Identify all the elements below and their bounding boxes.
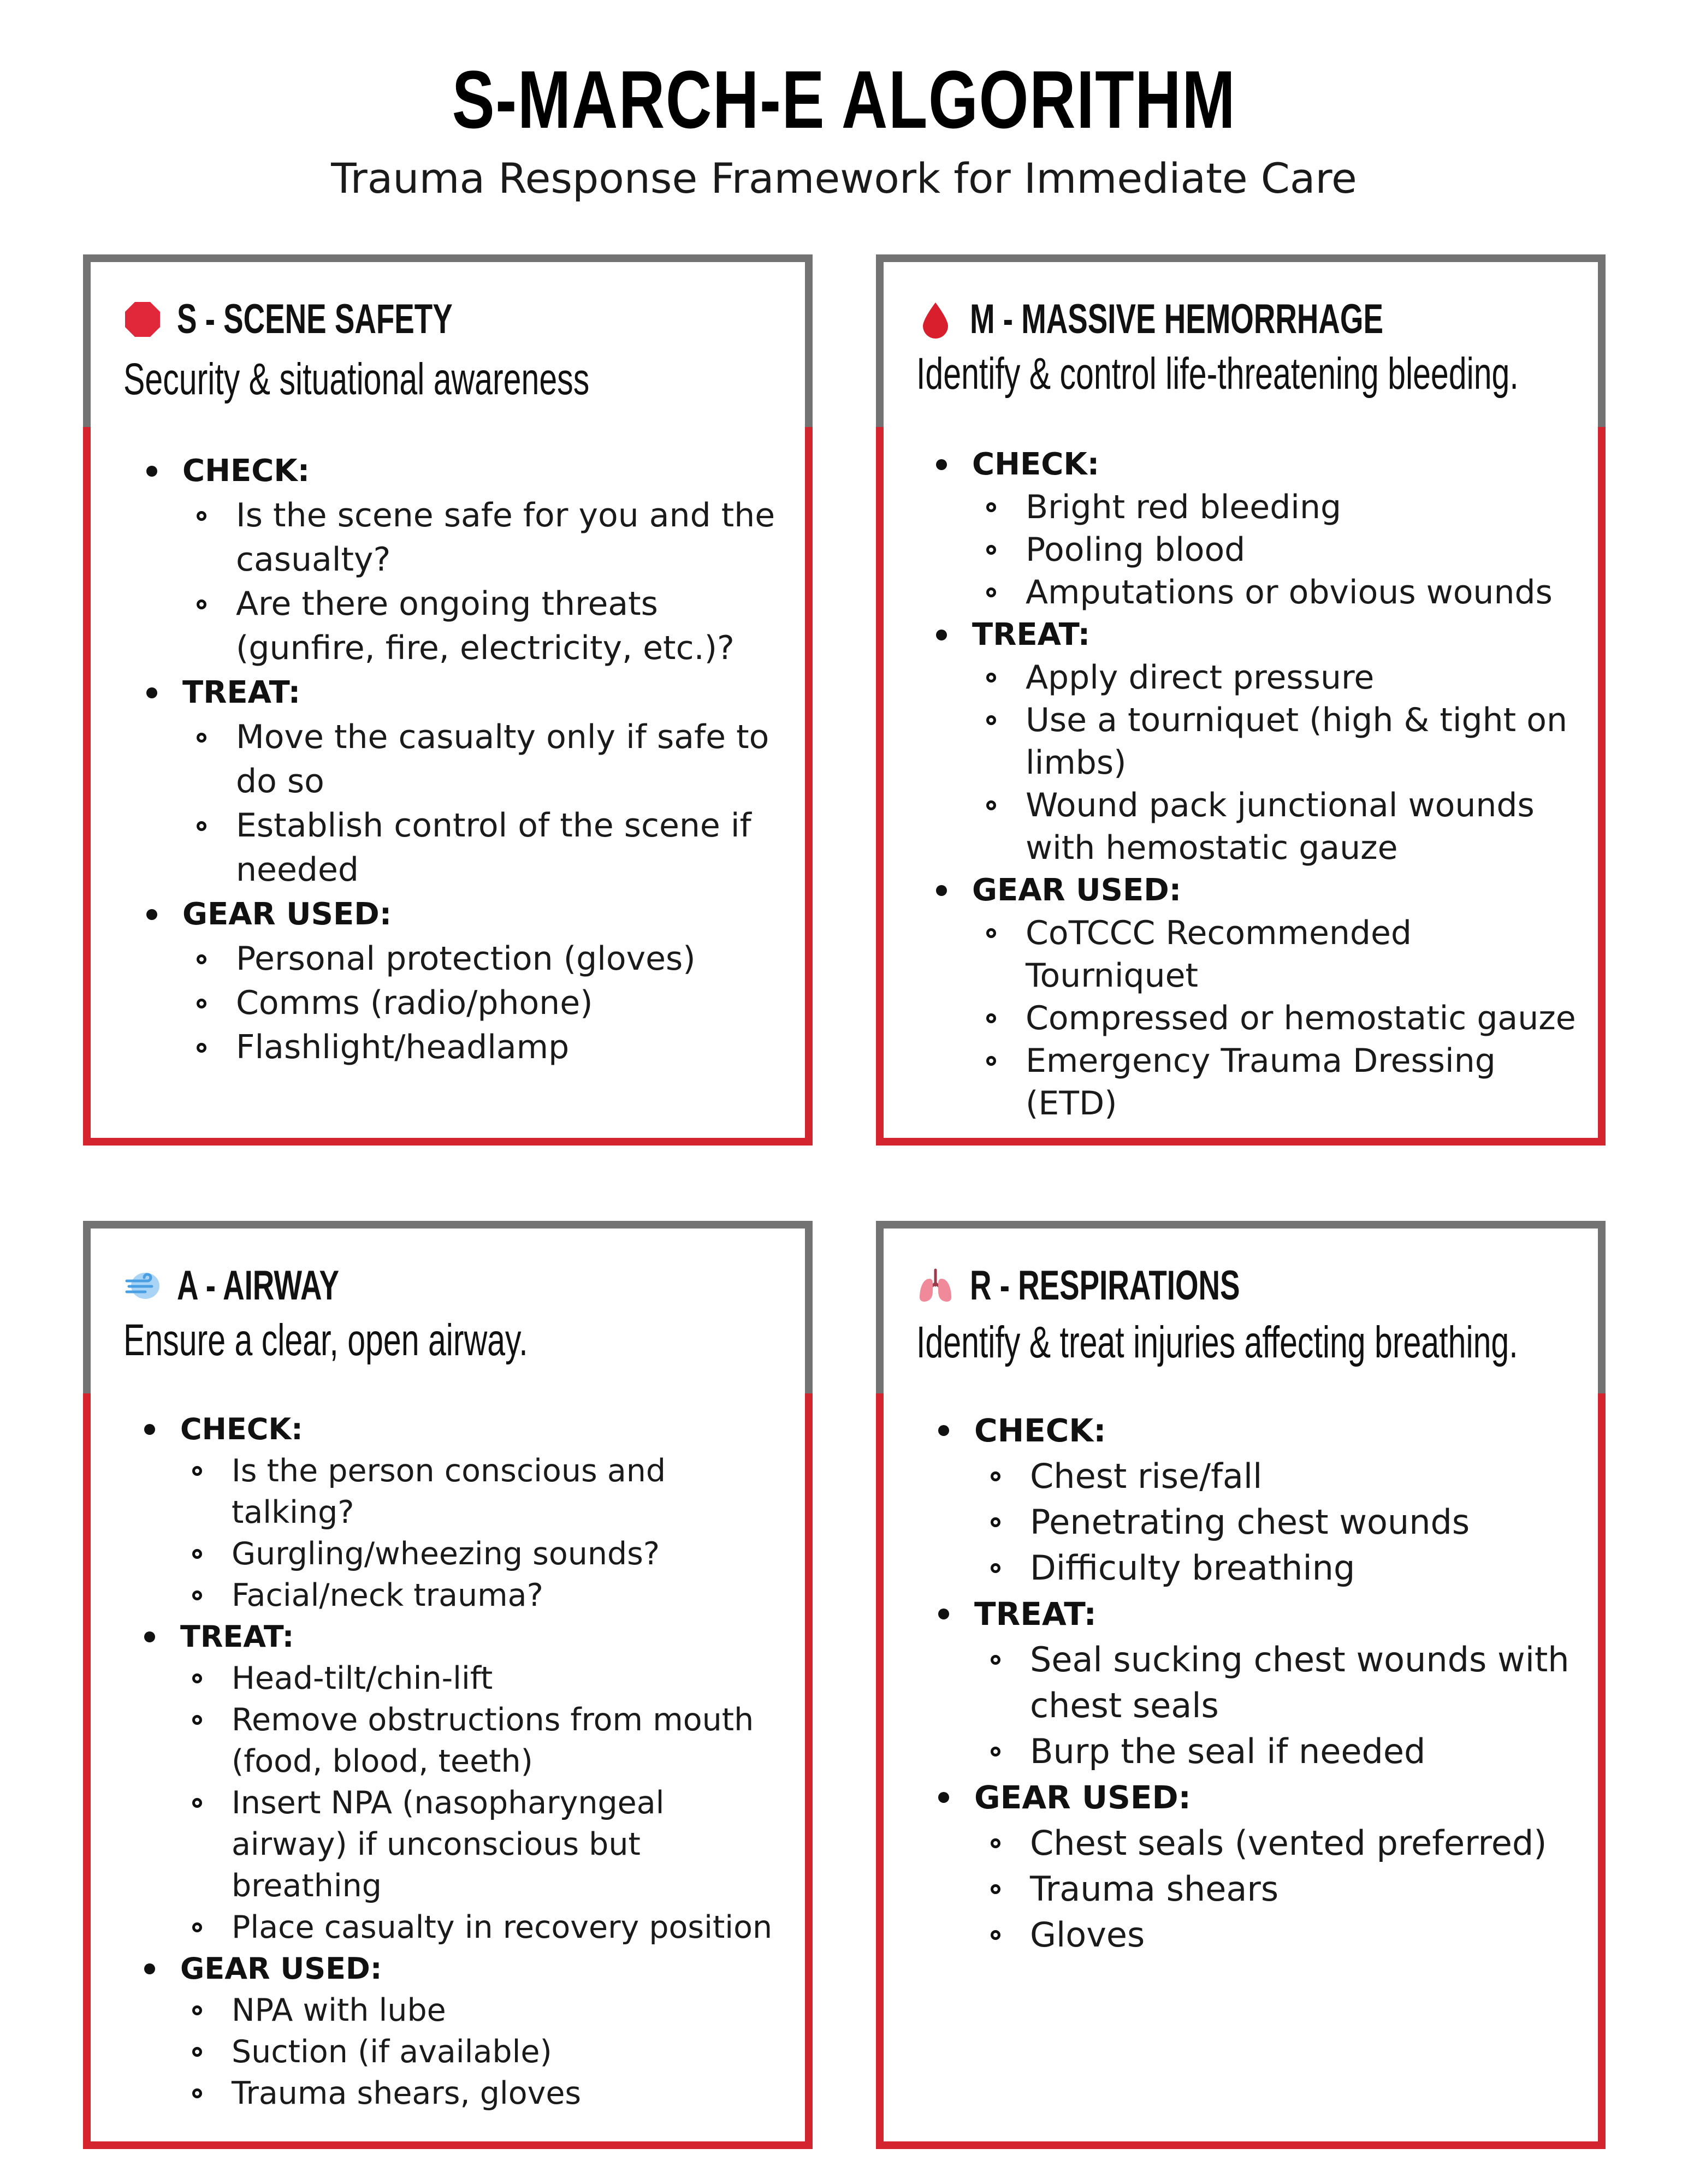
section-treat [974, 1591, 1576, 1775]
section-label: TREAT: [974, 1591, 1576, 1637]
section-label: TREAT: [180, 1616, 794, 1658]
list-item: Trauma shears, gloves [232, 2073, 778, 2114]
card-body [876, 427, 1606, 1146]
list-item: Apply direct pressure [1026, 656, 1572, 699]
card-header [876, 1221, 1606, 1401]
card-title: R - RESPIRATIONS [970, 1262, 1240, 1309]
card-body [83, 427, 813, 1146]
section-label: GEAR USED: [972, 869, 1594, 912]
section-gear [180, 1948, 794, 2114]
card-body [83, 1393, 813, 2149]
list-item: CoTCCC Recommended Tourniquet [1026, 912, 1473, 997]
list-item: Remove obstructions from mouth (food, blood, teeth) [232, 1699, 778, 1782]
card-header [876, 254, 1606, 435]
card-title: S - SCENE SAFETY [177, 296, 453, 342]
section-gear [974, 1775, 1576, 1958]
section-treat [180, 1616, 794, 1948]
list-item: Compressed or hemostatic gauze [1026, 997, 1583, 1040]
section-check [180, 1409, 794, 1616]
stop-sign-icon [123, 300, 162, 339]
section-treat [972, 614, 1594, 869]
list-item: Difficulty breathing [1030, 1545, 1576, 1591]
section-label: GEAR USED: [182, 892, 782, 937]
card-description: Identify & control life-threatening bleeding. [916, 349, 1519, 399]
lungs-icon [916, 1267, 955, 1305]
list-item: Chest rise/fall [1030, 1453, 1576, 1499]
section-label: TREAT: [182, 670, 782, 715]
list-item: Establish control of the scene if needed [236, 804, 782, 892]
list-item: Move the casualty only if safe to do so [236, 715, 782, 804]
card-body [876, 1393, 1606, 2149]
list-item: Amputations or obvious wounds [1026, 571, 1583, 614]
section-treat [182, 670, 782, 892]
list-item: NPA with lube [232, 1990, 778, 2031]
list-item: Wound pack junctional wounds with hemostatic gauze [1026, 784, 1572, 869]
list-item: Gloves [1030, 1912, 1576, 1958]
section-check [972, 443, 1594, 614]
card-title: M - MASSIVE HEMORRHAGE [970, 296, 1384, 342]
section-label: CHECK: [182, 449, 782, 494]
list-item: Penetrating chest wounds [1030, 1499, 1576, 1545]
section-label: CHECK: [972, 443, 1594, 486]
list-item: Personal protection (gloves) [236, 937, 782, 981]
card-header [83, 254, 813, 435]
card-description: Ensure a clear, open airway. [123, 1315, 528, 1365]
card-description: Security & situational awareness [123, 354, 590, 404]
wind-icon [123, 1267, 162, 1305]
list-item: Gurgling/wheezing sounds? [232, 1533, 756, 1575]
list-item: Emergency Trauma Dressing (ETD) [1026, 1040, 1594, 1125]
list-item: Insert NPA (nasopharyngeal airway) if unconscious but breathing [232, 1782, 778, 1907]
list-item: Are there ongoing threats (gunfire, fire, electricity, etc.)? [236, 582, 782, 670]
card-title: A - AIRWAY [177, 1262, 339, 1309]
section-label: TREAT: [972, 614, 1594, 656]
section-label: GEAR USED: [180, 1948, 794, 1990]
section-check [182, 449, 782, 670]
list-item: Head-tilt/chin-lift [232, 1658, 778, 1699]
blood-drop-icon [916, 300, 955, 339]
list-item: Pooling blood [1026, 529, 1583, 571]
section-check [974, 1408, 1576, 1591]
page-title: S-MARCH-E ALGORITHM [452, 54, 1236, 145]
page-subtitle: Trauma Response Framework for Immediate Care [331, 154, 1357, 203]
section-label: GEAR USED: [974, 1775, 1576, 1820]
list-item: Comms (radio/phone) [236, 981, 782, 1025]
list-item: Is the scene safe for you and the casualty? [236, 494, 782, 582]
list-item: Bright red bleeding [1026, 486, 1583, 529]
list-item: Seal sucking chest wounds with chest seals [1030, 1637, 1576, 1729]
section-label: CHECK: [180, 1409, 794, 1450]
list-item: Flashlight/headlamp [236, 1025, 782, 1070]
list-item: Is the person conscious and talking? [232, 1450, 756, 1533]
section-gear [972, 869, 1594, 1125]
card-header [83, 1221, 813, 1401]
list-item: Place casualty in recovery position [232, 1907, 794, 1948]
list-item: Suction (if available) [232, 2031, 778, 2073]
card-description: Identify & treat injuries affecting breathing. [916, 1317, 1518, 1367]
list-item: Use a tourniquet (high & tight on limbs) [1026, 699, 1572, 784]
list-item: Facial/neck trauma? [232, 1575, 756, 1616]
list-item: Trauma shears [1030, 1866, 1576, 1912]
section-gear [182, 892, 782, 1070]
list-item: Burp the seal if needed [1030, 1729, 1576, 1775]
list-item: Chest seals (vented preferred) [1030, 1820, 1576, 1866]
section-label: CHECK: [974, 1408, 1576, 1453]
